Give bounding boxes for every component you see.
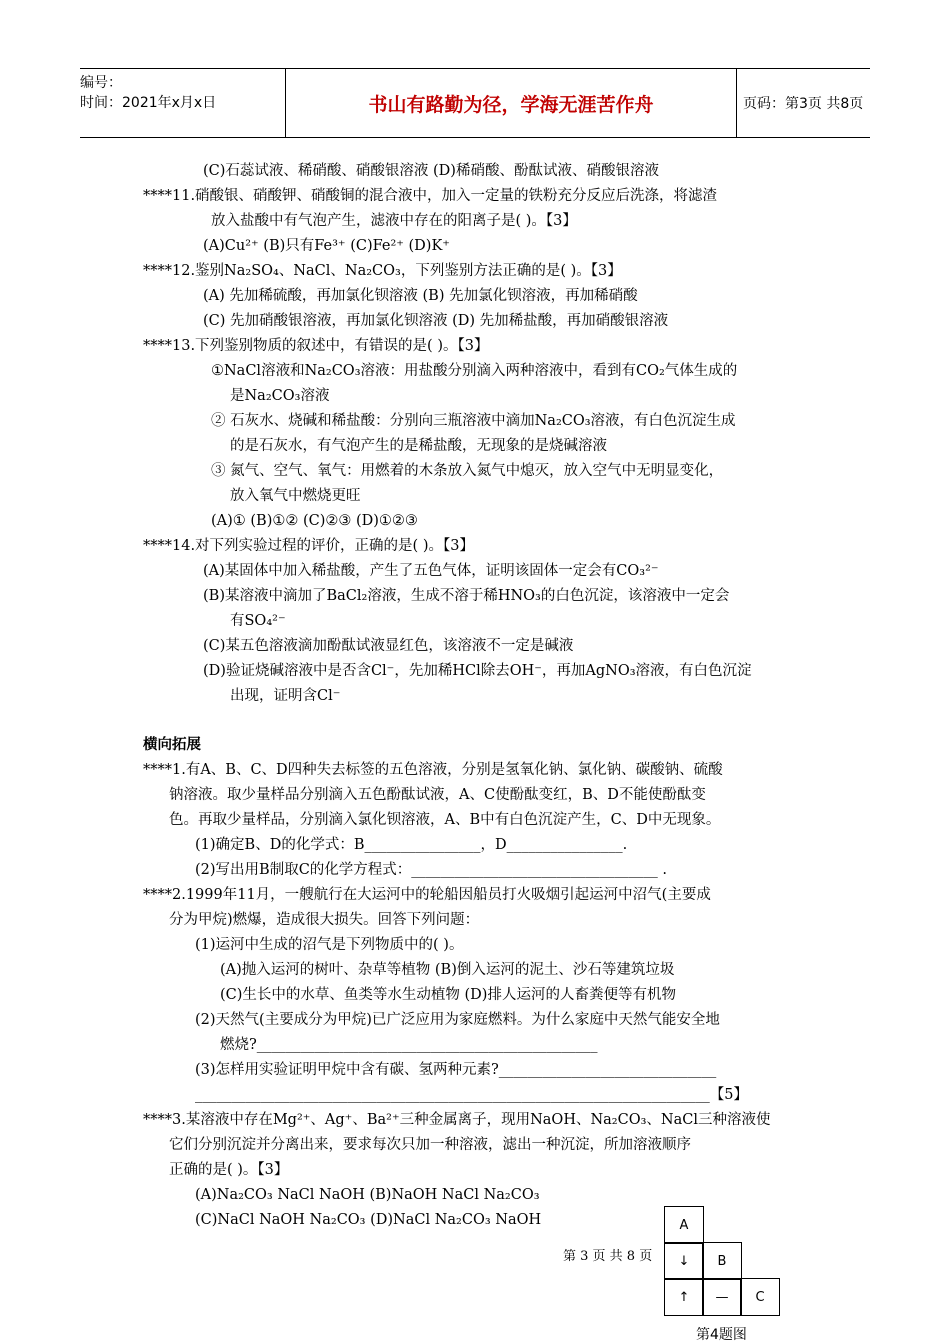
up-arrow-icon: ↑ bbox=[664, 1278, 704, 1316]
option-line: (C) 先加硝酸银溶液，再加氯化钡溶液 (D) 先加稀盐酸，再加硝酸银溶液 bbox=[203, 313, 669, 329]
text-line: 色。再取少量样品，分别滴入氯化钡溶液，A、B中有白色沉淀产生，C、D中无现象。 bbox=[169, 812, 721, 828]
text-line: (C)石蕊试液、稀硝酸、硝酸银溶液 (D)稀硝酸、酚酞试液、硝酸银溶液 bbox=[203, 163, 659, 179]
option-line: (A)Cu²⁺ (B)只有Fe³⁺ (C)Fe²⁺ (D)K⁺ bbox=[203, 238, 450, 254]
header-info bbox=[80, 69, 285, 141]
header-page-number: 页码：第3页 共8页 bbox=[743, 96, 864, 112]
figure-cell-b: B bbox=[702, 1242, 742, 1280]
question-3: ****3.某溶液中存在Mg²⁺、Ag⁺、Ba²⁺三种金属离子，现用NaOH、Na₂CO₃、NaCl三种溶液使 bbox=[143, 1112, 771, 1128]
header-motto: 书山有路勤为径，学海无涯苦作舟 bbox=[285, 69, 737, 137]
question-11: ****11.硝酸银、硝酸钾、硝酸铜的混合液中，加入一定量的铁粉充分反应后洗涤，将滤渣 bbox=[143, 188, 718, 204]
option-line: (A)① (B)①② (C)②③ (D)①②③ bbox=[211, 513, 418, 529]
text-line: 放入盐酸中有气泡产生，滤液中存在的阳离子是( )。【3】 bbox=[211, 213, 577, 229]
text-line: 它们分别沉淀并分离出来，要求每次只加一种溶液，滤出一种沉淀，所加溶液顺序 bbox=[169, 1137, 691, 1153]
figure-cell-c: C bbox=[740, 1278, 780, 1316]
option-line: (A)抛入运河的树叶、杂草等植物 (B)倒入运河的泥土、沙石等建筑垃圾 bbox=[220, 962, 675, 978]
question-12: ****12.鉴别Na₂SO₄、NaCl、Na₂CO₃，下列鉴别方法正确的是( )。【3】 bbox=[143, 263, 622, 279]
option-line: (A)Na₂CO₃ NaCl NaOH (B)NaOH NaCl Na₂CO₃ bbox=[195, 1187, 540, 1203]
question-2: ****2.1999年11月，一艘航行在大运河中的轮船因船员打火吸烟引起运河中沼气(主要成 bbox=[143, 887, 711, 903]
text-line: 钠溶液。取少量样品分别滴入五色酚酞试液，A、C使酚酞变红，B、D不能使酚酞变 bbox=[169, 787, 706, 803]
question-13: ****13.下列鉴别物质的叙述中，有错误的是( )。【3】 bbox=[143, 338, 489, 354]
question-1: ****1.有A、B、C、D四种失去标签的五色溶液，分别是氢氧化钠、氯化钠、碳酸钠、硫酸 bbox=[143, 762, 723, 778]
figure-cell-dash: — bbox=[702, 1278, 742, 1316]
text-line: 放入氧气中燃烧更旺 bbox=[230, 488, 361, 504]
sub-question: (1)运河中生成的沼气是下列物质中的( )。 bbox=[195, 937, 464, 953]
answer-line: _______________________________________________________________________【5】 bbox=[195, 1087, 748, 1103]
text-line: ①NaCl溶液和Na₂CO₃溶液：用盐酸分别滴入两种溶液中，看到有CO₂气体生成的 bbox=[211, 363, 738, 379]
sub-question: (2)写出用B制取C的化学方程式：__________________________________ . bbox=[195, 862, 668, 878]
option-line: (D)验证烧碱溶液中是否含Cl⁻，先加稀HCl除去OH⁻，再加AgNO₃溶液，有白色沉淀 bbox=[203, 663, 752, 679]
figure-grid bbox=[664, 1206, 782, 1312]
text-line: 是Na₂CO₃溶液 bbox=[230, 388, 330, 404]
text-line: 出现，证明含Cl⁻ bbox=[230, 688, 341, 704]
option-line: (C)某五色溶液滴加酚酞试液显红色，该溶液不一定是碱液 bbox=[203, 638, 574, 654]
option-line: (C)NaCl NaOH Na₂CO₃ (D)NaCl Na₂CO₃ NaOH bbox=[195, 1212, 542, 1228]
page-footer: 第 3 页 共 8 页 bbox=[563, 1249, 653, 1264]
time-label: 时间：2021年x月x日 bbox=[80, 95, 217, 111]
text-line: 分为甲烷)燃爆，造成很大损失。回答下列问题： bbox=[169, 912, 480, 928]
option-line: (C)生长中的水草、鱼类等水生动植物 (D)排人运河的人畜粪便等有机物 bbox=[220, 987, 676, 1003]
answer-line: 燃烧?_______________________________________________ bbox=[220, 1037, 598, 1053]
number-label: 编号： bbox=[80, 75, 122, 91]
sub-question: (3)怎样用实验证明甲烷中含有碳、氢两种元素?______________________________ bbox=[195, 1062, 717, 1078]
option-line: (B)某溶液中滴加了BaCl₂溶液，生成不溶于稀HNO₃的白色沉淀，该溶液中一定会 bbox=[203, 588, 730, 604]
page-header bbox=[80, 68, 870, 138]
figure-caption: 第4题图 bbox=[696, 1327, 747, 1343]
figure-cell-a: A bbox=[664, 1206, 704, 1244]
option-line: (A)某固体中加入稀盐酸，产生了五色气体，证明该固体一定会有CO₃²⁻ bbox=[203, 563, 659, 579]
text-line: ② 石灰水、烧碱和稀盐酸：分别向三瓶溶液中滴加Na₂CO₃溶液，有白色沉淀生成 bbox=[211, 413, 736, 429]
option-line: (A) 先加稀硫酸，再加氯化钡溶液 (B) 先加氯化钡溶液，再加稀硝酸 bbox=[203, 288, 638, 304]
question-14: ****14.对下列实验过程的评价，正确的是( )。【3】 bbox=[143, 538, 474, 554]
text-line: ③ 氮气、空气、氧气：用燃着的木条放入氮气中熄灭，放入空气中无明显变化， bbox=[211, 463, 724, 479]
text-line: 有SO₄²⁻ bbox=[230, 613, 286, 629]
section-heading: 横向拓展 bbox=[143, 737, 201, 753]
sub-question: (1)确定B、D的化学式：B________________，D________________. bbox=[195, 837, 628, 853]
text-line: 的是石灰水，有气泡产生的是稀盐酸，无现象的是烧碱溶液 bbox=[230, 438, 607, 454]
sub-question: (2)天然气(主要成分为甲烷)已广泛应用为家庭燃料。为什么家庭中天然气能安全地 bbox=[195, 1012, 720, 1028]
text-line: 正确的是( )。【3】 bbox=[169, 1162, 289, 1178]
down-arrow-icon: ↓ bbox=[664, 1242, 704, 1280]
